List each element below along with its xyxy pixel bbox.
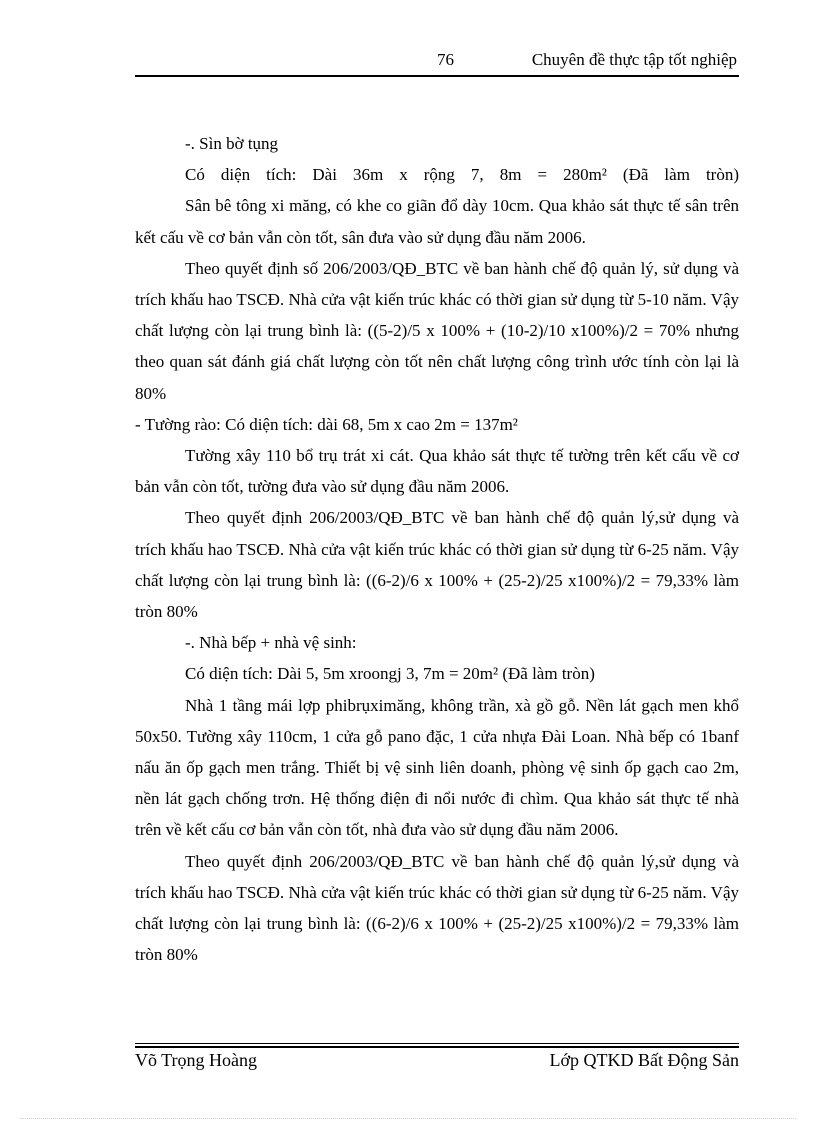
paragraph: Có diện tích: Dài 36m x rộng 7, 8m = 280m² (Đã làm tròn) <box>185 165 739 185</box>
paragraph: Sân bê tông xi măng, có khe co giãn đổ dày 10cm. Qua khảo sát thực tế sân trên kết cấu về cơ bản vẫn còn tốt, sân đưa vào sử dụng đầu năm 2006. <box>135 196 739 247</box>
page-edge-divider <box>20 1118 796 1119</box>
header-title: Chuyên đề thực tập tốt nghiệp <box>531 50 737 69</box>
document-body <box>135 128 739 970</box>
paragraph: - Tường rào: Có diện tích: dài 68, 5m x cao 2m = 137m² <box>135 414 518 434</box>
paragraph: Có diện tích: Dài 5, 5m xroongj 3, 7m = 20m² (Đã làm tròn) <box>185 664 595 684</box>
footer-rule <box>135 1046 739 1048</box>
footer-author: Võ Trọng Hoàng <box>135 1050 258 1070</box>
footer-class: Lớp QTKD Bất Động Sản <box>549 1050 739 1070</box>
paragraph: Theo quyết định 206/2003/QĐ_BTC về ban hành chế độ quản lý,sử dụng và trích khấu hao TSCĐ. Nhà cửa vật kiến trúc khác có thời gian sử dụng từ 6-25 năm. Vậy chất lượng còn lại trung bình là: ((6-2)/6 x 100% + (25-2)/25 x100%)/2 = 79,33% làm tròn 80% <box>135 508 739 622</box>
footer-rule <box>135 1043 739 1044</box>
page-header <box>135 44 739 74</box>
paragraph: Nhà 1 tầng mái lợp phibrụximăng, không trần, xà gồ gỗ. Nền lát gạch men khổ 50x50. Tường xây 110cm, 1 cửa gỗ pano đặc, 1 cửa nhựa Đài Loan. Nhà bếp có 1banf nấu ăn ốp gạch men trắng. Thiết bị vệ sinh liên doanh, phòng vệ sinh ốp gạch cao 2m, nền lát gạch chống trơn. Hệ thống điện đi nổi nước đi chìm. Qua khảo sát thực tế nhà trên về kết cấu cơ bản vẫn còn tốt, nhà đưa vào sử dụng đầu năm 2006. <box>135 695 739 840</box>
paragraph: -. Nhà bếp + nhà vệ sinh: <box>185 633 357 653</box>
paragraph: -. Sìn bờ tụng <box>185 134 279 153</box>
paragraph: Tường xây 110 bổ trụ trát xi cát. Qua khảo sát thực tế tường trên kết cấu về cơ bản vẫn còn tốt, tường đưa vào sử dụng đầu năm 2006. <box>135 446 739 497</box>
paragraph: Theo quyết định số 206/2003/QĐ_BTC về ban hành chế độ quản lý, sử dụng và trích khấu hao TSCĐ. Nhà cửa vật kiến trúc khác có thời gian sử dụng từ 5-10 năm. Vậy chất lượng còn lại trung bình là: ((5-2)/5 x 100% + (10-2)/10 x100%)/2 = 70% nhưng theo quan sát đánh giá chất lượng còn tốt nên chất lượng công trình ước tính còn lại là 80% <box>135 258 739 403</box>
paragraph: Theo quyết định 206/2003/QĐ_BTC về ban hành chế độ quản lý,sử dụng và trích khấu hao TSCĐ. Nhà cửa vật kiến trúc khác có thời gian sử dụng từ 6-25 năm. Vậy chất lượng còn lại trung bình là: ((6-2)/6 x 100% + (25-2)/25 x100%)/2 = 79,33% làm tròn 80% <box>135 851 739 965</box>
header-rule <box>135 75 739 77</box>
page-number: 76 <box>437 50 454 69</box>
